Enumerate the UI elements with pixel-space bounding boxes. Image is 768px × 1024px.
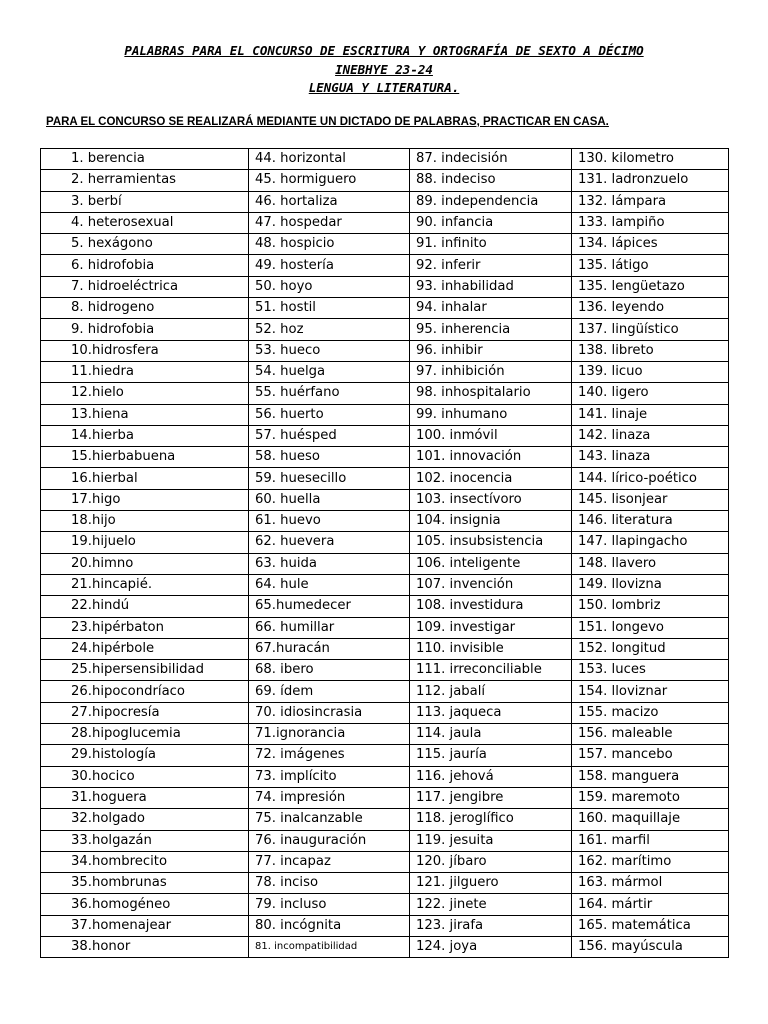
word-cell: 16.hierbal [41,468,249,489]
word-cell: 135. látigo [572,255,729,276]
table-row [41,511,729,532]
word-cell: 53. hueco [249,340,410,361]
word-cell: 163. mármol [572,873,729,894]
word-cell: 44. horizontal [249,149,410,170]
word-cell: 15.hierbabuena [41,447,249,468]
table-row [41,830,729,851]
table-row [41,212,729,233]
table-row [41,596,729,617]
word-cell: 18.hijo [41,511,249,532]
word-cell: 91. infinito [410,234,572,255]
word-cell: 116. jehová [410,766,572,787]
word-cell: 36.homogéneo [41,894,249,915]
word-cell: 68. ibero [249,660,410,681]
word-cell: 70. idiosincrasia [249,702,410,723]
word-cell: 71.ignorancia [249,724,410,745]
word-cell: 155. macizo [572,702,729,723]
document-header [0,42,768,98]
word-cell: 101. innovación [410,447,572,468]
word-cell: 138. libreto [572,340,729,361]
word-cell: 77. incapaz [249,851,410,872]
word-cell: 165. matemática [572,915,729,936]
table-row [41,425,729,446]
word-cell: 139. licuo [572,361,729,382]
word-cell: 105. insubsistencia [410,532,572,553]
table-row [41,660,729,681]
word-cell: 137. lingüístico [572,319,729,340]
word-cell: 69. ídem [249,681,410,702]
word-cell: 156. maleable [572,724,729,745]
word-cell: 92. inferir [410,255,572,276]
word-cell: 3. berbí [41,191,249,212]
word-cell: 95. inherencia [410,319,572,340]
word-cell: 80. incógnita [249,915,410,936]
word-cell: 38.honor [41,936,249,957]
word-cell: 60. huella [249,489,410,510]
table-row [41,319,729,340]
word-cell: 131. ladronzuelo [572,170,729,191]
word-cell: 132. lámpara [572,191,729,212]
word-cell: 13.hiena [41,404,249,425]
word-cell: 58. hueso [249,447,410,468]
word-cell: 67.huracán [249,638,410,659]
word-cell: 48. hospicio [249,234,410,255]
word-cell: 99. inhumano [410,404,572,425]
word-cell: 93. inhabilidad [410,276,572,297]
word-cell: 45. hormiguero [249,170,410,191]
word-cell: 27.hipocresía [41,702,249,723]
word-cell: 30.hocico [41,766,249,787]
word-cell: 144. lírico-poético [572,468,729,489]
table-row [41,873,729,894]
word-cell: 72. imágenes [249,745,410,766]
word-cell: 37.homenajear [41,915,249,936]
word-cell: 75. inalcanzable [249,809,410,830]
word-cell: 11.hiedra [41,361,249,382]
document-title: PALABRAS PARA EL CONCURSO DE ESCRITURA Y ORTOGRAFÍA DE SEXTO A DÉCIMO [124,43,644,58]
table-row [41,234,729,255]
word-cell: 7. hidroeléctrica [41,276,249,297]
word-cell: 20.himno [41,553,249,574]
word-cell: 146. literatura [572,511,729,532]
word-cell: 63. huida [249,553,410,574]
word-cell: 88. indeciso [410,170,572,191]
word-cell: 97. inhibición [410,361,572,382]
table-row [41,383,729,404]
table-row [41,745,729,766]
word-cell: 2. herramientas [41,170,249,191]
word-cell: 76. inauguración [249,830,410,851]
word-cell: 102. inocencia [410,468,572,489]
word-cell: 121. jilguero [410,873,572,894]
word-cell: 21.hincapié. [41,574,249,595]
table-row [41,255,729,276]
word-cell: 28.hipoglucemia [41,724,249,745]
word-cell: 90. infancia [410,212,572,233]
word-cell: 156. mayúscula [572,936,729,957]
word-cell: 35.hombrunas [41,873,249,894]
word-cell: 104. insignia [410,511,572,532]
word-cell: 5. hexágono [41,234,249,255]
word-cell: 140. ligero [572,383,729,404]
word-cell: 66. humillar [249,617,410,638]
word-cell: 150. lombriz [572,596,729,617]
word-cell: 106. inteligente [410,553,572,574]
word-cell: 12.hielo [41,383,249,404]
word-cell: 47. hospedar [249,212,410,233]
word-cell: 81. incompatibilidad [249,936,410,957]
word-cell: 8. hidrogeno [41,298,249,319]
word-cell: 158. manguera [572,766,729,787]
word-cell: 122. jinete [410,894,572,915]
word-cell: 108. investidura [410,596,572,617]
word-cell: 154. lloviznar [572,681,729,702]
table-row [41,787,729,808]
word-cell: 119. jesuita [410,830,572,851]
word-cell: 31.hoguera [41,787,249,808]
word-cell: 143. linaza [572,447,729,468]
word-cell: 56. huerto [249,404,410,425]
word-cell: 151. longevo [572,617,729,638]
word-cell: 148. llavero [572,553,729,574]
school-year: INEBHYE 23-24 [335,61,433,77]
instruction-text: PARA EL CONCURSO SE REALIZARÁ MEDIANTE UN DICTADO DE PALABRAS, PRACTICAR EN CASA. [46,116,609,128]
table-row [41,340,729,361]
word-cell: 1. berencia [41,149,249,170]
word-cell: 62. huevera [249,532,410,553]
table-row [41,404,729,425]
table-row [41,851,729,872]
word-cell: 130. kilometro [572,149,729,170]
word-cell: 49. hostería [249,255,410,276]
word-cell: 87. indecisión [410,149,572,170]
word-cell: 51. hostil [249,298,410,319]
word-cell: 29.histología [41,745,249,766]
table-row [41,638,729,659]
word-cell: 23.hipérbaton [41,617,249,638]
word-cell: 33.holgazán [41,830,249,851]
word-cell: 19.hijuelo [41,532,249,553]
word-cell: 157. mancebo [572,745,729,766]
word-cell: 103. insectívoro [410,489,572,510]
word-cell: 25.hipersensibilidad [41,660,249,681]
word-cell: 113. jaqueca [410,702,572,723]
word-cell: 162. marítimo [572,851,729,872]
word-cell: 10.hidrosfera [41,340,249,361]
word-cell: 73. implícito [249,766,410,787]
word-cell: 142. linaza [572,425,729,446]
table-row [41,468,729,489]
table-row [41,681,729,702]
subject-title: LENGUA Y LITERATURA. [308,80,460,95]
word-cell: 153. luces [572,660,729,681]
table-row [41,915,729,936]
table-row [41,809,729,830]
word-cell: 22.hindú [41,596,249,617]
word-cell: 114. jaula [410,724,572,745]
word-cell: 107. invención [410,574,572,595]
word-cell: 118. jeroglífico [410,809,572,830]
word-list-table [40,148,729,958]
table-row [41,447,729,468]
word-cell: 117. jengibre [410,787,572,808]
word-cell: 50. hoyo [249,276,410,297]
word-cell: 46. hortaliza [249,191,410,212]
word-cell: 115. jauría [410,745,572,766]
word-cell: 52. hoz [249,319,410,340]
word-cell: 123. jirafa [410,915,572,936]
word-cell: 147. llapingacho [572,532,729,553]
word-cell: 61. huevo [249,511,410,532]
word-cell: 65.humedecer [249,596,410,617]
word-cell: 9. hidrofobia [41,319,249,340]
word-cell: 100. inmóvil [410,425,572,446]
word-cell: 26.hipocondríaco [41,681,249,702]
table-row [41,702,729,723]
word-cell: 79. incluso [249,894,410,915]
word-cell: 152. longitud [572,638,729,659]
table-row [41,276,729,297]
word-cell: 55. huérfano [249,383,410,404]
word-cell: 17.higo [41,489,249,510]
table-row [41,170,729,191]
table-row [41,298,729,319]
table-row [41,489,729,510]
word-cell: 4. heterosexual [41,212,249,233]
word-cell: 34.hombrecito [41,851,249,872]
word-cell: 161. marfil [572,830,729,851]
table-row [41,149,729,170]
table-row [41,361,729,382]
word-cell: 109. investigar [410,617,572,638]
word-cell: 24.hipérbole [41,638,249,659]
word-cell: 160. maquillaje [572,809,729,830]
word-cell: 59. huesecillo [249,468,410,489]
word-cell: 149. llovizna [572,574,729,595]
word-cell: 74. impresión [249,787,410,808]
word-cell: 145. lisonjear [572,489,729,510]
table-row [41,936,729,957]
table-row [41,532,729,553]
word-cell: 111. irreconciliable [410,660,572,681]
word-cell: 124. joya [410,936,572,957]
word-cell: 6. hidrofobia [41,255,249,276]
word-cell: 134. lápices [572,234,729,255]
word-cell: 135. lengüetazo [572,276,729,297]
word-cell: 112. jabalí [410,681,572,702]
word-cell: 133. lampiño [572,212,729,233]
word-cell: 94. inhalar [410,298,572,319]
table-row [41,766,729,787]
word-cell: 14.hierba [41,425,249,446]
word-cell: 54. huelga [249,361,410,382]
word-cell: 32.holgado [41,809,249,830]
word-cell: 164. mártir [572,894,729,915]
word-cell: 120. jíbaro [410,851,572,872]
word-cell: 57. huésped [249,425,410,446]
word-cell: 78. inciso [249,873,410,894]
table-row [41,191,729,212]
word-cell: 89. independencia [410,191,572,212]
word-cell: 98. inhospitalario [410,383,572,404]
word-list-body [41,149,729,958]
word-cell: 96. inhibir [410,340,572,361]
word-cell: 136. leyendo [572,298,729,319]
word-cell: 159. maremoto [572,787,729,808]
word-cell: 64. hule [249,574,410,595]
table-row [41,574,729,595]
word-cell: 110. invisible [410,638,572,659]
table-row [41,894,729,915]
table-row [41,724,729,745]
table-row [41,553,729,574]
table-row [41,617,729,638]
word-cell: 141. linaje [572,404,729,425]
